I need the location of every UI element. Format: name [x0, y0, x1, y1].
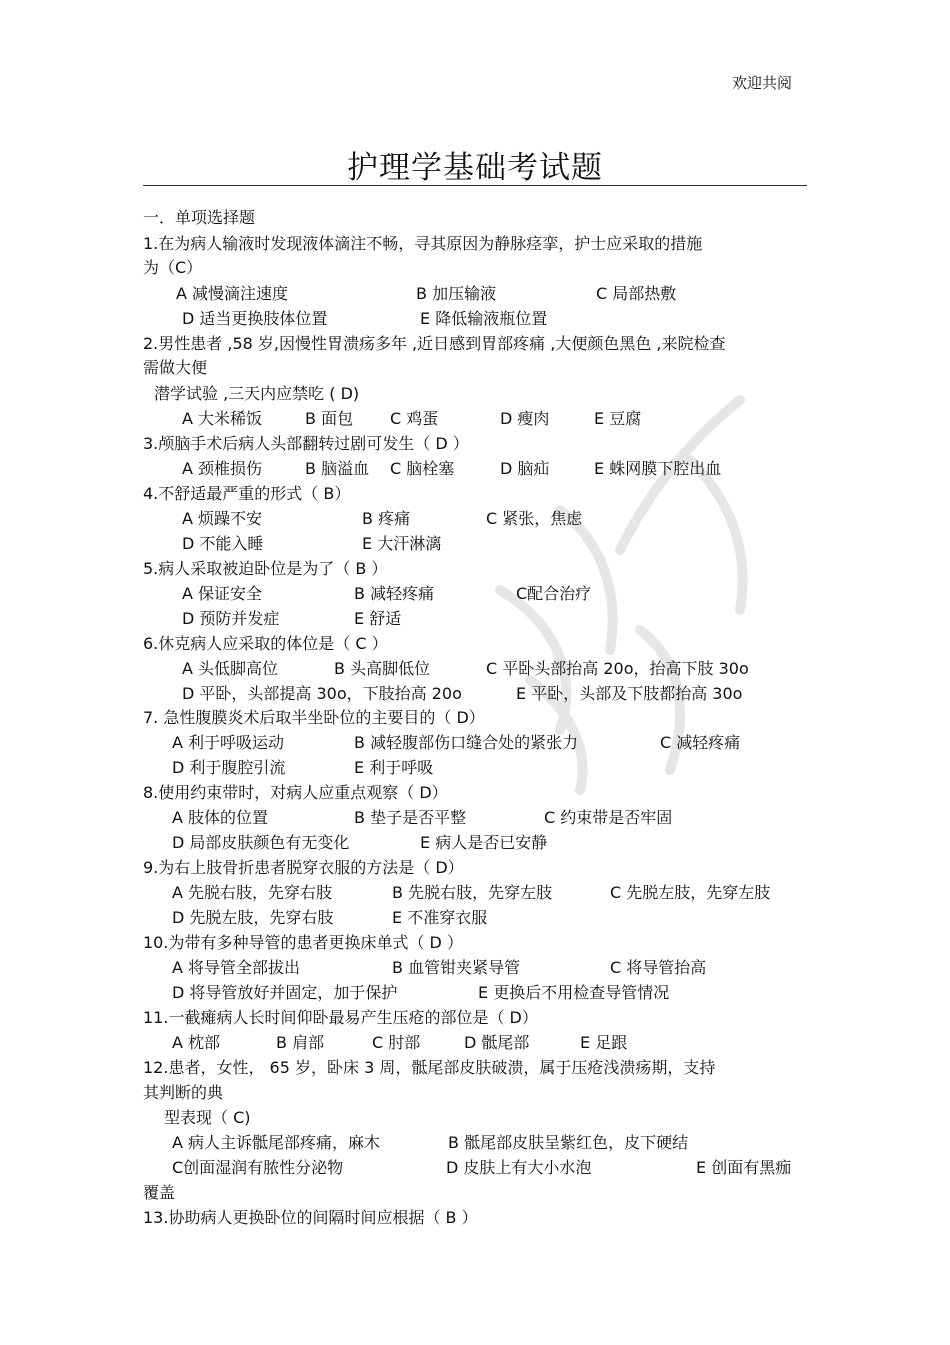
text-line: 为（C）	[143, 258, 203, 277]
option-text: C 先脱左肢，先穿左肢	[610, 883, 771, 902]
option-text: D 预防并发症	[182, 609, 280, 628]
text-line: 7. 急性腹膜炎术后取半坐卧位的主要目的（ D）	[143, 708, 485, 727]
option-text: C 减轻疼痛	[660, 733, 741, 752]
text-line: 潜学试验 ,三天内应禁吃 ( D)	[154, 384, 360, 403]
option-text: C 平卧头部抬高 20o，抬高下肢 30o	[486, 659, 749, 678]
option-text: C创面湿润有脓性分泌物	[172, 1158, 344, 1177]
option-text: D 适当更换肢体位置	[182, 309, 328, 328]
option-text: D 先脱左肢，先穿右肢	[172, 908, 334, 927]
option-text: C 脑栓塞	[390, 459, 455, 478]
option-text: B 垫子是否平整	[354, 808, 467, 827]
option-text: B 骶尾部皮肤呈紫红色，皮下硬结	[448, 1133, 689, 1152]
option-text: E 大汗淋漓	[362, 534, 442, 553]
text-line: 11.一截瘫病人长时间仰卧最易产生压疮的部位是（ D）	[143, 1008, 538, 1027]
option-text: E 舒适	[354, 609, 402, 628]
option-text: C 局部热敷	[596, 284, 677, 303]
option-text: C 将导管抬高	[610, 958, 707, 977]
option-text: A 保证安全	[182, 584, 263, 603]
page-title: 护理学基础考试题	[347, 150, 603, 186]
option-text: C配合治疗	[516, 584, 592, 603]
text-line: 6.休克病人应采取的体位是（ C ）	[143, 634, 388, 653]
option-text: B 脑溢血	[305, 459, 370, 478]
option-text: A 颈椎损伤	[182, 459, 263, 478]
option-text: E 豆腐	[594, 409, 642, 428]
option-text: E 更换后不用检查导管情况	[478, 983, 670, 1002]
option-text: C 约束带是否牢固	[544, 808, 673, 827]
option-text: E 病人是否已安静	[420, 833, 548, 852]
option-text: D 利于腹腔引流	[172, 758, 286, 777]
option-text: B 减轻疼痛	[354, 584, 435, 603]
option-text: E 创面有黑痂	[696, 1158, 792, 1177]
option-text: B 血管钳夹紧导管	[392, 958, 521, 977]
text-line: 1.在为病人输液时发现液体滴注不畅，寻其原因为静脉痉挛，护士应采取的措施	[143, 234, 703, 253]
option-text: D 不能入睡	[182, 534, 264, 553]
option-text: C 紧张，焦虑	[486, 509, 583, 528]
option-text: A 大米稀饭	[182, 409, 263, 428]
text-line: 9.为右上肢骨折患者脱穿衣服的方法是（ D）	[143, 858, 464, 877]
header-note: 欢迎共阅	[732, 74, 793, 92]
option-text: D 脑疝	[500, 459, 550, 478]
text-line: 覆盖	[143, 1183, 176, 1202]
option-text: A 枕部	[172, 1033, 221, 1052]
text-line: 2.男性患者 ,58 岁,因慢性胃溃疡多年 ,近日感到胃部疼痛 ,大便颜色黑色 ,来院检查	[143, 334, 726, 353]
option-text: C 鸡蛋	[390, 409, 439, 428]
section-heading: 一．单项选择题	[143, 208, 256, 227]
text-line: 10.为带有多种导管的患者更换床单式（ D ）	[143, 933, 463, 952]
option-text: B 头高脚低位	[334, 659, 431, 678]
option-text: A 烦躁不安	[182, 509, 263, 528]
option-text: D 平卧，头部提高 30o，下肢抬高 20o	[182, 684, 462, 703]
text-line: 需做大便	[143, 358, 208, 377]
option-text: B 面包	[305, 409, 354, 428]
text-line: 4.不舒适最严重的形式（ B）	[143, 484, 351, 503]
title-divider	[143, 185, 807, 186]
option-text: D 骶尾部	[464, 1033, 530, 1052]
option-text: B 加压输液	[416, 284, 497, 303]
option-text: C 肘部	[372, 1033, 421, 1052]
option-text: A 病人主诉骶尾部疼痛，麻木	[172, 1133, 381, 1152]
option-text: B 减轻腹部伤口缝合处的紧张力	[354, 733, 579, 752]
text-line: 8.使用约束带时，对病人应重点观察（ D）	[143, 783, 448, 802]
text-line: 13.协助病人更换卧位的间隔时间应根据（ B ）	[143, 1208, 478, 1227]
option-text: E 降低输液瓶位置	[420, 309, 548, 328]
option-text: A 头低脚高位	[182, 659, 279, 678]
option-text: B 先脱右肢，先穿左肢	[392, 883, 553, 902]
option-text: A 减慢滴注速度	[176, 284, 289, 303]
option-text: A 先脱右肢，先穿右肢	[172, 883, 333, 902]
text-line: 5.病人采取被迫卧位是为了（ B ）	[143, 559, 388, 578]
option-text: E 不准穿衣服	[392, 908, 488, 927]
option-text: E 平卧，头部及下肢都抬高 30o	[516, 684, 743, 703]
option-text: A 利于呼吸运动	[172, 733, 285, 752]
option-text: D 局部皮肤颜色有无变化	[172, 833, 350, 852]
option-text: E 足跟	[580, 1033, 628, 1052]
option-text: A 肢体的位置	[172, 808, 269, 827]
text-line: 其判断的典	[143, 1083, 224, 1102]
option-text: B 肩部	[276, 1033, 325, 1052]
option-text: E 利于呼吸	[354, 758, 434, 777]
option-text: E 蛛网膜下腔出血	[594, 459, 722, 478]
option-text: D 将导管放好并固定，加于保护	[172, 983, 398, 1002]
text-line: 3.颅脑手术后病人头部翻转过剧可发生（ D ）	[143, 434, 469, 453]
option-text: A 将导管全部拔出	[172, 958, 301, 977]
text-line: 12.患者，女性， 65 岁，卧床 3 周，骶尾部皮肤破溃，属于压疮浅溃疡期，支持	[143, 1058, 716, 1077]
option-text: B 疼痛	[362, 509, 411, 528]
option-text: D 瘦肉	[500, 409, 550, 428]
text-line: 型表现（ C)	[164, 1108, 251, 1127]
option-text: D 皮肤上有大小水泡	[446, 1158, 592, 1177]
